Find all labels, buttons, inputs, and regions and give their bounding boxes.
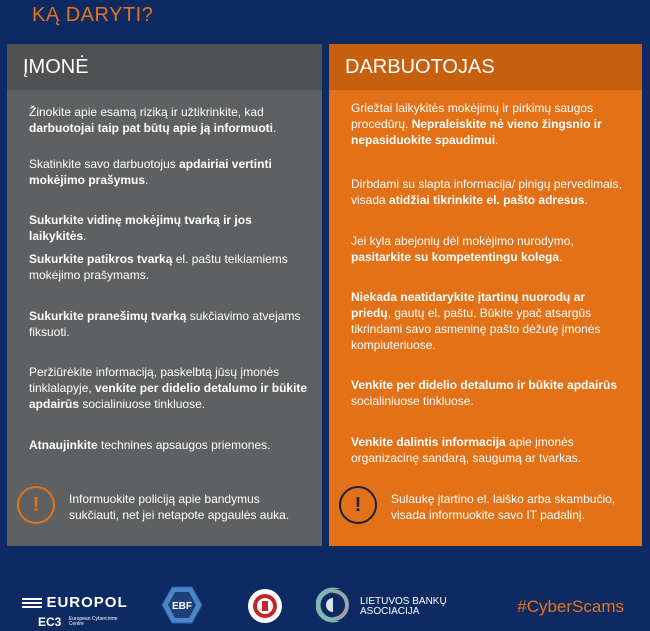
employee-tip: Venkite dalintis informacija apie įmonės organizacinę sandarą, saugumą ar tvarkas.: [351, 435, 582, 465]
company-tip: Skatinkite savo darbuotojus apdairiai vertinti mokėjimo prašymus.: [29, 157, 272, 187]
ebf-logo-icon: [158, 586, 206, 624]
lithuanian-police-emblem: [246, 587, 284, 630]
warning-icon: !: [339, 486, 377, 524]
ec3-caption: [69, 617, 118, 627]
police-star-icon: [246, 587, 284, 625]
employee-warning-text: Sulaukę įtartino el. laiško arba skambučio, visada informuokite savo IT padalinį.: [391, 492, 616, 522]
ec3-caption-line: European Cybercrime: [68, 615, 118, 622]
bank-association-text: [360, 597, 447, 617]
employee-tip: Jei kyla abejonių dėl mokėjimo nurodymo, pasitarkite su kompetentingu kolega.: [351, 234, 574, 264]
company-tip: Atnaujinkite technines apsaugos priemones.: [29, 438, 271, 452]
page-title: KĄ DARYTI?: [32, 4, 154, 26]
company-tip: Sukurkite patikros tvarką el. paštu teikiamiems mokėjimo prašymams.: [29, 252, 288, 282]
lietuvos-banku-asociacija-logo: [316, 587, 456, 625]
company-tip: Sukurkite pranešimų tvarką sukčiavimo atvejams fiksuoti.: [29, 309, 301, 339]
ebf-text: EBF: [172, 601, 192, 612]
europol-logo: [22, 594, 128, 631]
ec3-label: EC3: [38, 615, 62, 629]
employee-tip: Dirbdami su slapta informacija/ pinigų pervedimais, visada atidžiai tikrinkite el. pašto adresus.: [351, 177, 622, 207]
company-panel-heading: ĮMONĖ: [7, 44, 322, 90]
company-panel: [7, 44, 322, 546]
employee-tip: Griežtai laikykitės mokėjimų ir pirkimų saugos procedūrų. Nepraleiskite nė vieno žingsnio ir nepasiduokite spaudimui.: [351, 101, 602, 147]
bank-line-1: LIETUVOS BANKŲ: [360, 596, 447, 607]
employee-panel-heading: DARBUOTOJAS: [329, 44, 642, 90]
company-warning-text: Informuokite policiją apie bandymus sukčiauti, net jei netapote apgaulės auka.: [69, 492, 290, 522]
company-tip: Peržiūrėkite informaciją, paskelbtą jūsų įmonės tinklalapyje, venkite per didelio detalumo ir būkite apdairūs socialiniuose tinkluose.: [29, 365, 308, 411]
europol-stripes-icon: [22, 598, 42, 608]
bank-association-icon: [316, 587, 350, 623]
company-tip: Sukurkite vidinę mokėjimų tvarką ir jos laikykitės.: [29, 213, 252, 243]
company-tip: Žinokite apie esamą riziką ir užtikrinkite, kad darbuotojai taip pat būtų apie ją informuoti.: [29, 105, 277, 135]
cyberscams-hashtag: #CyberScams: [517, 597, 624, 616]
warning-icon: !: [17, 486, 55, 524]
ebf-logo: [158, 586, 206, 629]
ec3-caption-line: Centre: [68, 620, 84, 627]
employee-tip: Niekada neatidarykite įtartinų nuorodų ar priedų, gautų el. paštu. Būkite ypač atsargūs tikrindami savo asmeninę pašto dėžutę įmonės kompiuteriuose.: [351, 290, 601, 352]
europol-wordmark: EUROPOL: [46, 594, 128, 611]
bank-line-2: ASOCIACIJA: [360, 606, 420, 617]
employee-panel: [329, 44, 642, 546]
employee-tip: Venkite per didelio detalumo ir būkite apdairūs socialiniuose tinkluose.: [351, 378, 618, 408]
